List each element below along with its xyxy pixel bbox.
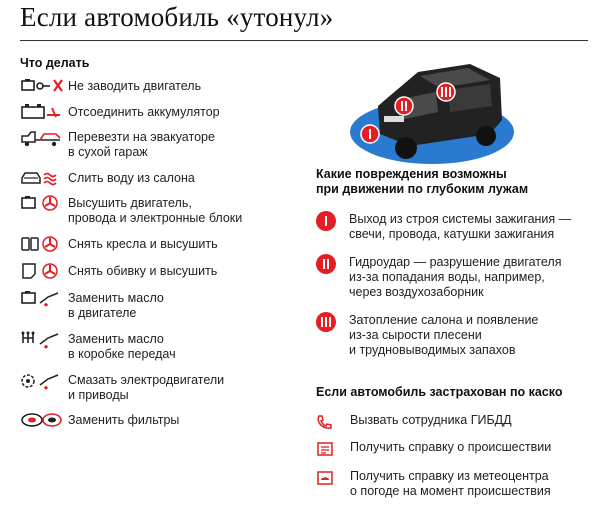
car-water-icon bbox=[20, 169, 68, 189]
damage-marker-2 bbox=[395, 97, 413, 115]
todo-section bbox=[20, 56, 305, 435]
todo-item-line: провода и электронные блоки bbox=[68, 211, 243, 225]
damage-item-line: Выход из строя системы зажигания — bbox=[349, 212, 572, 226]
todo-item-line: Не заводить двигатель bbox=[68, 79, 202, 93]
insurance-item bbox=[316, 411, 512, 435]
insurance-title: Если автомобиль застрахован по каско bbox=[316, 385, 563, 399]
engine-key-cross-icon bbox=[20, 77, 68, 97]
insurance-item bbox=[316, 438, 551, 462]
damage-item-line: через воздухозаборник bbox=[349, 285, 484, 299]
damage-section bbox=[316, 167, 528, 197]
damage-item-line: Затопление салона и появление bbox=[349, 313, 539, 327]
insurance-item-line: Получить справку из метеоцентра bbox=[350, 469, 549, 483]
damage-item-line: из-за сырости плесени bbox=[349, 328, 482, 342]
todo-item-line: Снять кресла и высушить bbox=[68, 237, 218, 251]
todo-item-line: Снять обивку и высушить bbox=[68, 264, 218, 278]
todo-item-line: в двигателе bbox=[68, 306, 137, 320]
upholstery-fan-icon bbox=[20, 262, 68, 282]
todo-item-line: Смазать электродвигатели bbox=[68, 373, 225, 387]
todo-item bbox=[20, 77, 305, 103]
insurance-item-line: Получить справку о происшествии bbox=[350, 440, 552, 454]
insurance-item bbox=[316, 467, 551, 499]
damage-item-line: свечи, провода, катушки зажигания bbox=[349, 227, 555, 241]
todo-item-line: Высушить двигатель, bbox=[68, 196, 192, 210]
todo-item bbox=[20, 289, 305, 330]
todo-item-line: в коробке передач bbox=[68, 347, 176, 361]
todo-item-line: и приводы bbox=[68, 388, 129, 402]
title-divider bbox=[20, 40, 588, 41]
damage-level-2-badge bbox=[316, 254, 336, 274]
filter-icon bbox=[20, 411, 68, 431]
todo-item-line: Заменить масло bbox=[68, 332, 164, 346]
tow-truck-icon bbox=[20, 128, 68, 148]
todo-item-line: Слить воду из салона bbox=[68, 171, 195, 185]
todo-item bbox=[20, 411, 305, 435]
document-icon bbox=[316, 438, 350, 462]
todo-item bbox=[20, 194, 305, 235]
damage-item-line: из-за попадания воды, например, bbox=[349, 270, 545, 284]
damage-level-1-badge bbox=[316, 211, 336, 231]
insurance-section bbox=[316, 385, 562, 400]
damage-item-line: и трудновыводимых запахов bbox=[349, 343, 516, 357]
flooded-car-illustration bbox=[340, 54, 530, 170]
todo-item bbox=[20, 371, 305, 411]
engine-oil-icon bbox=[20, 289, 68, 309]
todo-item bbox=[20, 235, 305, 262]
todo-heading: Что делать bbox=[20, 56, 90, 70]
damage-item bbox=[316, 253, 562, 300]
engine-fan-icon bbox=[20, 194, 68, 214]
damage-item bbox=[316, 210, 571, 242]
motor-oil-can-icon bbox=[20, 371, 68, 391]
damage-item-line: Гидроудар — разрушение двигателя bbox=[349, 255, 562, 269]
damage-title bbox=[316, 167, 528, 197]
gearbox-oil-icon bbox=[20, 330, 68, 350]
todo-item-line: Отсоединить аккумулятор bbox=[68, 105, 220, 119]
todo-item-line: Заменить масло bbox=[68, 291, 164, 305]
todo-item bbox=[20, 103, 305, 128]
todo-item bbox=[20, 169, 305, 194]
todo-item-line: Заменить фильтры bbox=[68, 413, 180, 427]
battery-icon bbox=[20, 103, 68, 123]
damage-marker-3 bbox=[437, 83, 455, 101]
todo-item bbox=[20, 262, 305, 289]
page-title: Если автомобиль «утонул» bbox=[20, 2, 334, 32]
insurance-item-line: Вызвать сотрудника ГИБДД bbox=[350, 413, 512, 427]
damage-marker-1 bbox=[361, 125, 379, 143]
phone-icon bbox=[316, 411, 350, 435]
damage-title-line: при движении по глубоким лужам bbox=[316, 182, 529, 196]
weather-document-icon bbox=[316, 467, 350, 491]
todo-item bbox=[20, 128, 305, 169]
todo-item bbox=[20, 330, 305, 371]
damage-level-3-badge bbox=[316, 312, 336, 332]
insurance-item-line: о погоде на момент происшествия bbox=[350, 484, 551, 498]
damage-item bbox=[316, 311, 538, 358]
damage-title-line: Какие повреждения возможны bbox=[316, 167, 507, 181]
seats-fan-icon bbox=[20, 235, 68, 255]
todo-item-line: Перевезти на эвакуаторе bbox=[68, 130, 215, 144]
todo-item-line: в сухой гараж bbox=[68, 145, 148, 159]
